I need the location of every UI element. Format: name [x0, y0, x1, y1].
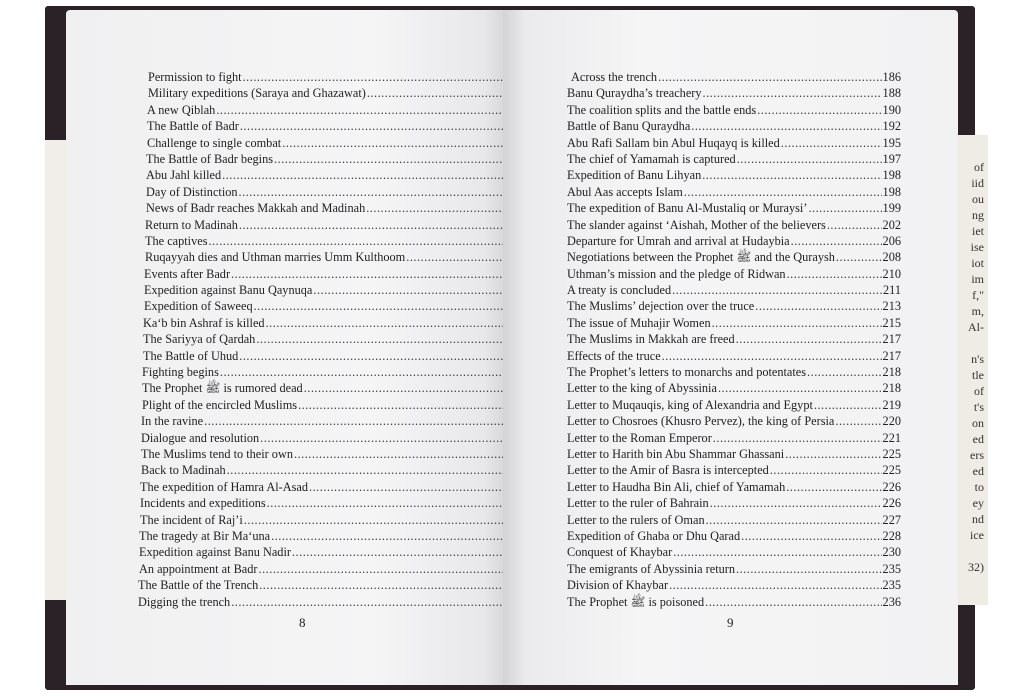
toc-entry: [146, 168, 533, 184]
toc-leader-dots: [757, 103, 881, 118]
toc-leader-dots: [313, 283, 513, 298]
spill-fragment: nd: [972, 512, 984, 526]
toc-entry-page: 235: [882, 578, 901, 593]
toc-entry-title: Day of Distinction: [146, 184, 238, 199]
toc-entry: [147, 136, 533, 152]
toc-entry-title: Battle of Banu Quraydha: [567, 119, 691, 134]
toc-entry-title: Letter to the king of Abyssinia: [567, 381, 717, 396]
toc-leader-dots: [736, 332, 882, 347]
toc-leader-dots: [227, 463, 514, 478]
toc-entry: [567, 431, 901, 447]
toc-leader-dots: [712, 316, 882, 331]
spill-fragment: im: [971, 272, 984, 286]
toc-entry-page: 198: [882, 168, 901, 183]
toc-entry: [145, 218, 533, 234]
toc-entry: [567, 595, 901, 611]
toc-entry: [567, 218, 901, 234]
spill-fragment: ise: [970, 240, 984, 254]
toc-leader-dots: [294, 447, 514, 462]
toc-entry: [147, 119, 533, 135]
toc-leader-dots: [736, 562, 882, 577]
toc-entry-title: A treaty is concluded: [567, 283, 672, 298]
toc-leader-dots: [706, 513, 882, 528]
toc-entry: [567, 529, 901, 545]
toc-leader-dots: [216, 103, 513, 118]
toc-entry-title: In the ravine: [141, 414, 204, 429]
toc-leader-dots: [256, 332, 513, 347]
toc-entry: [567, 463, 901, 479]
toc-leader-dots: [239, 185, 514, 200]
toc-entry-title: An appointment at Badr: [139, 561, 258, 576]
spill-fragment: f,": [972, 288, 984, 302]
toc-leader-dots: [243, 70, 514, 85]
toc-leader-dots: [787, 267, 882, 282]
toc-leader-dots: [292, 545, 514, 560]
toc-entry-title: Expedition of Ghaba or Dhu Qarad: [567, 528, 741, 543]
toc-leader-dots: [267, 496, 514, 511]
toc-leader-dots: [785, 447, 881, 462]
page-number-left: 8: [299, 615, 306, 630]
toc-entry: [142, 398, 533, 414]
toc-entry-page: 199: [882, 201, 901, 216]
toc-entry-title: Uthman’s mission and the pledge of Ridwan: [567, 266, 786, 281]
toc-entry: [142, 365, 533, 381]
toc-entry: [146, 201, 533, 217]
spill-fragment: ice: [970, 528, 984, 542]
toc-entry-title: Banu Quraydha’s treachery: [567, 86, 702, 101]
toc-leader-dots: [791, 234, 882, 249]
toc-leader-dots: [240, 119, 514, 134]
toc-entry-title: The Prophet’s letters to monarchs and potentates: [567, 365, 807, 380]
toc-leader-dots: [274, 152, 514, 167]
toc-entry: [142, 381, 533, 397]
toc-entry-page: 230: [882, 545, 901, 560]
toc-entry: [146, 152, 533, 168]
toc-entry: [567, 119, 901, 135]
toc-entry: [567, 381, 901, 397]
toc-entry: [567, 267, 901, 283]
toc-leader-dots: [304, 381, 514, 396]
toc-leader-dots: [254, 299, 514, 314]
toc-entry-page: 198: [882, 184, 901, 199]
toc-leader-dots: [222, 168, 513, 183]
toc-entry: [141, 414, 533, 430]
toc-entry: [567, 168, 901, 184]
toc-entry: [567, 283, 901, 299]
toc-entry: [567, 447, 901, 463]
toc-entry-title: Letter to the Roman Emperor: [567, 430, 712, 445]
toc-entry-page: 219: [882, 397, 901, 412]
spill-fragment: 32): [968, 560, 984, 574]
toc-entry-title: The incident of Raj’i: [140, 512, 243, 527]
toc-entry-page: 218: [882, 381, 901, 396]
toc-entry: [567, 414, 901, 430]
toc-leader-dots: [669, 578, 881, 593]
toc-entry-title: Letter to the Amir of Basra is intercepted: [567, 463, 769, 478]
toc-entry-page: 186: [882, 70, 901, 84]
toc-entry-title: Ruqayyah dies and Uthman marries Umm Kulthoom: [145, 250, 406, 265]
spill-fragment: ed: [972, 464, 984, 478]
toc-entry: [567, 349, 901, 365]
toc-entry: [145, 234, 533, 250]
toc-entry-page: 215: [882, 315, 901, 330]
toc-entry: [567, 332, 901, 348]
toc-entry-title: Departure for Umrah and arrival at Hudaybia: [567, 233, 790, 248]
toc-entry-page: 188: [882, 86, 901, 101]
toc-entry-title: The issue of Muhajir Women: [567, 315, 711, 330]
spill-fragment: m,: [971, 304, 984, 318]
toc-entry: [138, 595, 533, 611]
toc-leader-dots: [244, 513, 514, 528]
toc-leader-dots: [741, 529, 881, 544]
toc-entry: [139, 545, 533, 561]
spill-fragment: ou: [972, 192, 984, 206]
spill-fragment: to: [974, 480, 984, 494]
toc-entry-title: The expedition of Hamra Al-Asad: [140, 479, 309, 494]
toc-entry: [567, 480, 901, 496]
toc-list-right: [567, 70, 901, 611]
toc-entry-title: Digging the trench: [138, 594, 231, 609]
toc-entry-page: 217: [882, 348, 901, 363]
toc-entry-title: Letter to Muqauqis, king of Alexandria and Egypt: [567, 397, 813, 412]
toc-entry: [141, 447, 533, 463]
toc-entry-title: Plight of the encircled Muslims: [142, 397, 298, 412]
toc-entry-title: The tragedy at Bir Ma‘una: [139, 528, 271, 543]
toc-entry-title: The expedition of Banu Al-Mustaliq or Muraysi’: [567, 201, 808, 216]
toc-entry: [143, 332, 533, 348]
toc-entry-title: Challenge to single combat: [147, 135, 282, 150]
toc-leader-dots: [658, 70, 881, 85]
toc-leader-dots: [808, 201, 881, 216]
toc-entry-title: The emigrants of Abyssinia return: [567, 561, 736, 576]
toc-entry: [141, 463, 533, 479]
toc-entry-title: Letter to the ruler of Bahrain: [567, 496, 709, 511]
toc-entry: [144, 267, 533, 283]
toc-entry-page: 195: [882, 135, 901, 150]
toc-leader-dots: [662, 349, 882, 364]
toc-entry-title: The Muslims in Makkah are freed: [567, 332, 735, 347]
toc-entry: [146, 185, 533, 201]
toc-entry-title: Fighting begins: [142, 365, 219, 380]
toc-entry: [138, 578, 533, 594]
toc-entry: [143, 349, 533, 365]
toc-leader-dots: [807, 365, 882, 380]
toc-entry-title: Military expeditions (Saraya and Ghazawat): [148, 86, 366, 101]
toc-entry: [567, 496, 901, 512]
toc-entry-title: Effects of the truce: [567, 348, 661, 363]
spill-fragment: of: [974, 160, 984, 174]
toc-entry-title: Expedition against Banu Qaynuqa: [144, 283, 313, 298]
toc-entry-title: The Prophet ﷺ is poisoned: [567, 594, 705, 609]
toc-entry-title: Letter to the rulers of Oman: [567, 512, 705, 527]
toc-entry: [567, 250, 901, 266]
toc-entry-title: The Battle of Badr begins: [146, 151, 274, 166]
toc-entry-page: 213: [882, 299, 901, 314]
toc-entry-title: Incidents and expeditions: [140, 496, 266, 511]
left-page: [66, 10, 506, 685]
toc-entry-title: Letter to Harith bin Abu Shammar Ghassani: [567, 446, 785, 461]
toc-entry-title: Abul Aas accepts Islam: [567, 184, 683, 199]
toc-leader-dots: [239, 218, 514, 233]
toc-leader-dots: [298, 398, 513, 413]
toc-entry: [567, 365, 901, 381]
toc-leader-dots: [266, 316, 514, 331]
toc-entry: [571, 70, 901, 86]
toc-entry-title: Return to Madinah: [145, 217, 238, 232]
toc-entry-title: The Battle of the Trench: [138, 578, 259, 593]
spill-fragment: Al-: [968, 320, 984, 334]
toc-leader-dots: [702, 168, 881, 183]
toc-entry: [567, 299, 901, 315]
toc-leader-dots: [691, 119, 881, 134]
toc-leader-dots: [239, 349, 513, 364]
toc-leader-dots: [814, 398, 882, 413]
toc-entry-title: Across the trench: [571, 70, 658, 84]
toc-leader-dots: [718, 381, 882, 396]
toc-entry-page: 220: [882, 414, 901, 429]
toc-entry-page: 192: [882, 119, 901, 134]
toc-leader-dots: [220, 365, 514, 380]
toc-leader-dots: [713, 431, 882, 446]
toc-entry-title: Events after Badr: [144, 266, 231, 281]
toc-leader-dots: [672, 283, 882, 298]
toc-leader-dots: [827, 218, 882, 233]
toc-entry-title: Abu Jahl killed: [146, 168, 222, 183]
spill-fragment: [958, 336, 988, 352]
toc-entry: [567, 513, 901, 529]
toc-leader-dots: [282, 136, 513, 151]
toc-entry: [147, 103, 533, 119]
toc-entry: [140, 513, 533, 529]
page-number-right: 9: [727, 615, 734, 630]
toc-entry-page: 210: [882, 266, 901, 281]
toc-leader-dots: [259, 562, 514, 577]
toc-entry: [567, 201, 901, 217]
toc-entry: [144, 299, 533, 315]
spill-fragment: ng: [972, 208, 984, 222]
toc-leader-dots: [208, 234, 513, 249]
toc-leader-dots: [406, 250, 513, 265]
toc-leader-dots: [271, 529, 513, 544]
toc-entry-title: Expedition of Banu Lihyan: [567, 168, 702, 183]
toc-leader-dots: [309, 480, 514, 495]
toc-entry: [139, 562, 533, 578]
spill-fragment: n's: [971, 352, 984, 366]
toc-entry-title: The Muslims’ dejection over the truce: [567, 299, 755, 314]
toc-entry-page: 218: [882, 365, 901, 380]
toc-entry-page: 217: [882, 332, 901, 347]
toc-entry-page: 226: [882, 496, 901, 511]
toc-entry-title: The Battle of Badr: [147, 119, 239, 134]
spill-fragment: of: [974, 384, 984, 398]
toc-leader-dots: [781, 136, 882, 151]
toc-entry-page: 197: [882, 151, 901, 166]
spill-fragment: [958, 544, 988, 560]
toc-entry-title: Dialogue and resolution: [141, 430, 260, 445]
toc-entry-title: Expedition against Banu Nadir: [139, 545, 291, 560]
toc-entry-title: The coalition splits and the battle ends: [567, 102, 757, 117]
toc-entry-title: Back to Madinah: [141, 463, 226, 478]
toc-entry: [140, 496, 533, 512]
toc-entry-title: Ka‘b bin Ashraf is killed: [143, 315, 265, 330]
toc-leader-dots: [260, 431, 513, 446]
toc-leader-dots: [705, 595, 881, 610]
toc-entry-page: 235: [882, 561, 901, 576]
toc-entry-title: The slander against ‘Aishah, Mother of the believers: [567, 217, 826, 232]
toc-entry: [567, 185, 901, 201]
toc-entry: [567, 103, 901, 119]
toc-leader-dots: [835, 414, 881, 429]
toc-entry: [567, 86, 901, 102]
toc-entry-title: A new Qiblah: [147, 102, 216, 117]
toc-entry-title: Letter to Haudha Bin Ali, chief of Yamamah: [567, 479, 786, 494]
toc-entry: [141, 431, 533, 447]
toc-leader-dots: [367, 86, 514, 101]
toc-entry-page: 208: [882, 250, 901, 265]
toc-entry-title: News of Badr reaches Makkah and Madinah: [146, 201, 366, 216]
toc-entry: [567, 545, 901, 561]
toc-leader-dots: [755, 299, 881, 314]
spill-fragment: ers: [970, 448, 984, 462]
toc-entry-title: The chief of Yamamah is captured: [567, 151, 736, 166]
toc-list-left: [138, 70, 533, 611]
toc-entry: [143, 316, 533, 332]
right-page: [503, 10, 958, 685]
spill-fragment: iet: [972, 224, 984, 238]
toc-leader-dots: [737, 152, 882, 167]
toc-entry-title: The Prophet ﷺ is rumored dead: [142, 381, 303, 396]
toc-entry: [567, 234, 901, 250]
toc-entry: [567, 152, 901, 168]
toc-entry-page: 190: [882, 102, 901, 117]
toc-entry: [567, 136, 901, 152]
spill-fragment: t's: [973, 400, 984, 414]
toc-entry: [567, 562, 901, 578]
toc-leader-dots: [231, 267, 514, 282]
toc-entry-page: 206: [882, 233, 901, 248]
spill-fragment: ed: [972, 432, 984, 446]
toc-leader-dots: [259, 578, 513, 593]
toc-leader-dots: [673, 545, 881, 560]
spill-fragment: iot: [971, 256, 984, 270]
toc-entry: [148, 70, 533, 86]
toc-entry: [567, 578, 901, 594]
toc-entry-page: 225: [882, 463, 901, 478]
toc-entry: [144, 283, 533, 299]
toc-leader-dots: [703, 86, 882, 101]
toc-entry-page: 202: [882, 217, 901, 232]
toc-leader-dots: [366, 201, 513, 216]
spill-fragment: ey: [972, 496, 984, 510]
toc-entry-page: 221: [882, 430, 901, 445]
toc-entry-page: 227: [882, 512, 901, 527]
toc-leader-dots: [710, 496, 882, 511]
toc-entry-title: The Battle of Uhud: [143, 348, 239, 363]
toc-leader-dots: [786, 480, 881, 495]
toc-entry-title: Division of Khaybar: [567, 578, 669, 593]
toc-entry: [145, 250, 533, 266]
toc-leader-dots: [231, 595, 513, 610]
toc-leader-dots: [836, 250, 882, 265]
toc-entry-page: 236: [882, 594, 901, 609]
right-spill-text: [958, 160, 988, 600]
toc-entry-title: Conquest of Khaybar: [567, 545, 673, 560]
spill-fragment: iid: [971, 176, 984, 190]
toc-leader-dots: [684, 185, 882, 200]
toc-entry: [567, 316, 901, 332]
toc-entry: [567, 398, 901, 414]
toc-leader-dots: [770, 463, 882, 478]
toc-entry-page: 226: [882, 479, 901, 494]
toc-entry-title: The Sariyya of Qardah: [143, 332, 256, 347]
spill-fragment: tle: [972, 368, 984, 382]
toc-leader-dots: [204, 414, 513, 429]
toc-entry-title: Negotiations between the Prophet ﷺ and the Quraysh: [567, 250, 835, 265]
toc-entry-title: Expedition of Saweeq: [144, 299, 253, 314]
toc-entry-page: 211: [883, 283, 901, 298]
toc-entry-title: The Muslims tend to their own: [141, 446, 293, 461]
toc-entry-title: The captives: [145, 233, 208, 248]
toc-entry: [148, 86, 533, 102]
toc-entry-page: 228: [882, 528, 901, 543]
toc-entry: [140, 480, 533, 496]
toc-entry-title: Permission to fight: [148, 70, 242, 84]
toc-entry-title: Abu Rafi Sallam bin Abul Huqayq is killed: [567, 135, 780, 150]
toc-entry-page: 225: [882, 446, 901, 461]
spill-fragment: on: [972, 416, 984, 430]
toc-entry: [139, 529, 533, 545]
toc-entry-title: Letter to Chosroes (Khusro Pervez), the king of Persia: [567, 414, 835, 429]
